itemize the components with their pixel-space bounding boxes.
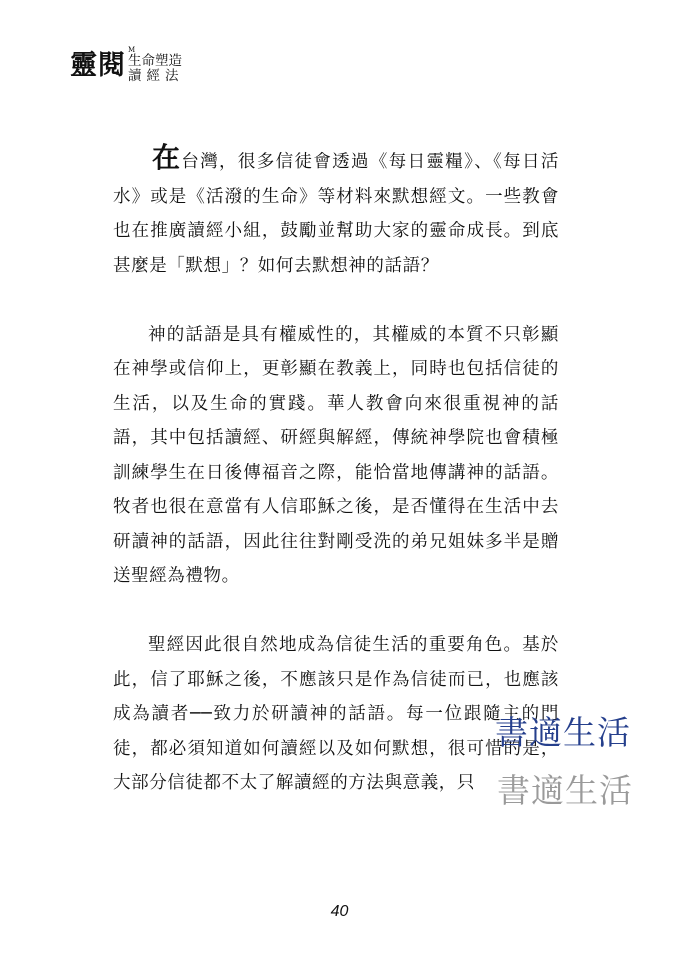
paragraph-2: 神的話語是具有權威性的，其權威的本質不只彰顯在神學或信仰上，更彰顯在教義上，同時也包括信徒的生活，以及生命的實踐。華人教會向來很重視神的話語，其中包括讀經、研經與解經，傳統神學院也會積極訓練學生在日後傳福音之際，能恰當地傳講神的話語。牧者也很在意當有人信耶穌之後，是否懂得在生活中去研讀神的話語，因此往往對剛受洗的弟兄姐妹多半是贈送聖經為禮物。 xyxy=(113,324,559,586)
watermark-blue: 書適生活 xyxy=(495,713,631,752)
book-title-sub xyxy=(128,47,184,84)
header-mark: M xyxy=(128,45,136,54)
watermark-gray: 書適生活 xyxy=(497,771,633,810)
book-title-main: 靈閱 xyxy=(70,49,126,81)
book-subtitle-line1: 生命塑造 xyxy=(128,52,182,69)
paragraph-1 xyxy=(113,141,559,283)
paragraph-3: 聖經因此很自然地成為信徒生活的重要角色。基於此，信了耶穌之後，不應該只是作為信徒而已，也應該成為讀者──致力於研讀神的話語。每一位跟隨主的門徒，都必須知道如何讀經以及如何默想，很可惜的是，大部分信徒都不太了解讀經的方法與意義，只 xyxy=(113,635,559,793)
running-header xyxy=(70,42,184,88)
paragraph-1-text: 台灣，很多信徒會透過《每日靈糧》、《每日活水》或是《活潑的生命》等材料來默想經文。一些教會也在推廣讀經小組，鼓勵並幫助大家的靈命成長。到底甚麼是「默想」？如何去默想神的話語？ xyxy=(113,152,559,276)
drop-cap: 在 xyxy=(152,141,182,174)
book-subtitle-line2: 讀經法 xyxy=(128,67,184,84)
body-text xyxy=(113,141,559,801)
page-number: 40 xyxy=(330,903,349,920)
